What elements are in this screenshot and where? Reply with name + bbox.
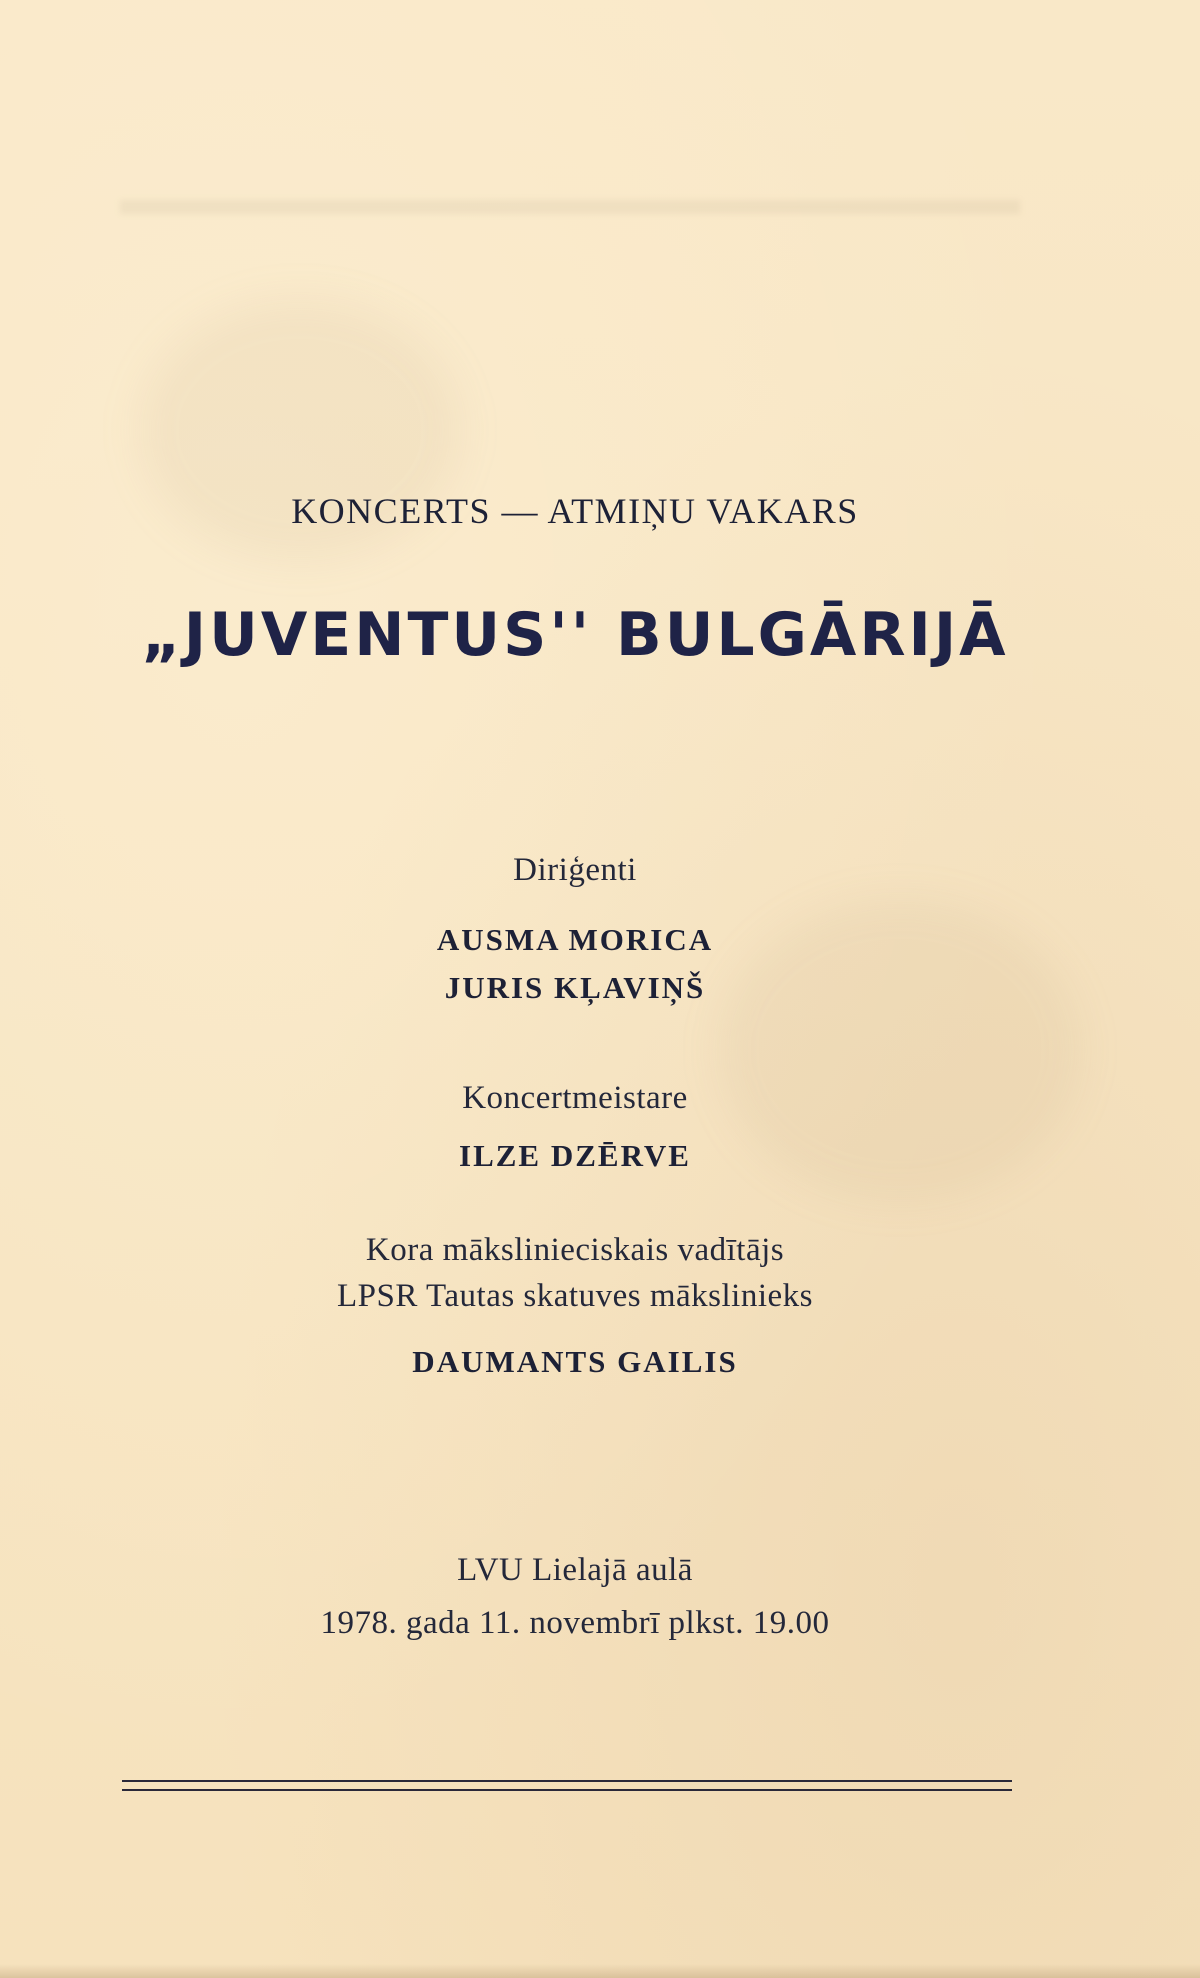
conductors-label: Diriģenti <box>513 852 637 888</box>
accompanist-label: Koncertmeistare <box>462 1080 688 1116</box>
concert-venue: LVU Lielajā aulā <box>457 1552 693 1588</box>
concert-headline: KONCERTS — ATMIŅU VAKARS <box>291 491 859 531</box>
conductor-name: JURIS KĻAVIŅŠ <box>444 970 706 1005</box>
director-role: Kora mākslinieciskais vadītājs <box>365 1232 785 1268</box>
director-name: DAUMANTS GAILIS <box>412 1344 738 1379</box>
accompanist-name: ILZE DZĒRVE <box>459 1138 691 1173</box>
bleed-through-mark <box>120 200 1020 214</box>
page-edge <box>0 1964 1200 1978</box>
director-title: LPSR Tautas skatuves mākslinieks <box>337 1278 813 1314</box>
divider-rule <box>122 1789 1012 1791</box>
concert-date-time: 1978. gada 11. novembrī plkst. 19.00 <box>320 1605 830 1641</box>
concert-title: „JUVENTUS'' BULGĀRIJĀ <box>141 600 1009 670</box>
conductor-name: AUSMA MORICA <box>436 922 714 957</box>
divider-rule <box>122 1780 1012 1782</box>
